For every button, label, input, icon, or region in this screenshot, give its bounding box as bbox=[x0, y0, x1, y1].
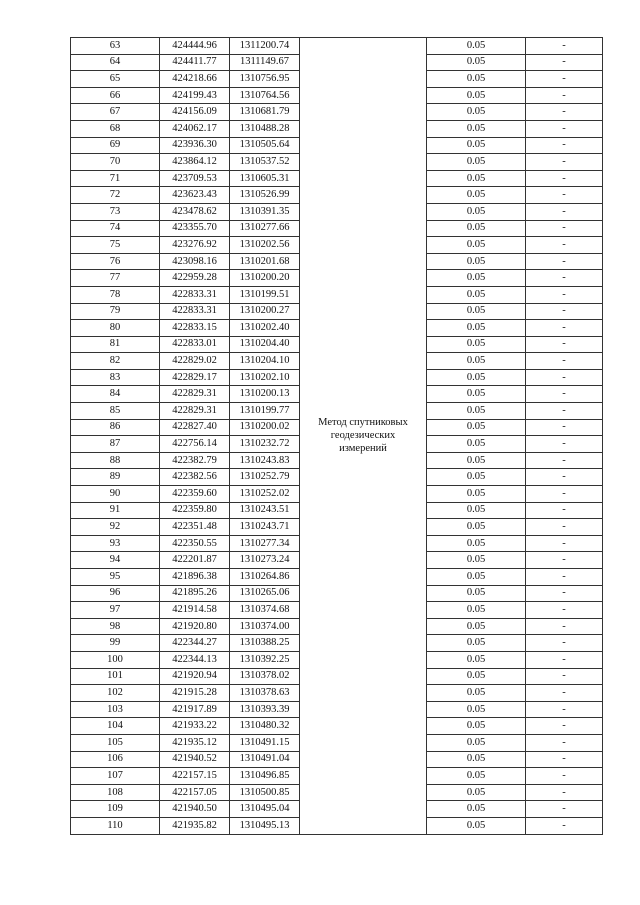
y-coordinate-cell: 1310491.04 bbox=[230, 751, 300, 768]
note-cell: - bbox=[526, 618, 603, 635]
y-coordinate-cell: 1310202.10 bbox=[230, 369, 300, 386]
y-coordinate-cell: 1310605.31 bbox=[230, 170, 300, 187]
accuracy-cell: 0.05 bbox=[427, 817, 526, 834]
x-coordinate-cell: 421920.80 bbox=[160, 618, 230, 635]
x-coordinate-cell: 422344.27 bbox=[160, 635, 230, 652]
point-number-cell: 74 bbox=[71, 220, 160, 237]
accuracy-cell: 0.05 bbox=[427, 469, 526, 486]
x-coordinate-cell: 422833.01 bbox=[160, 336, 230, 353]
x-coordinate-cell: 424411.77 bbox=[160, 54, 230, 71]
accuracy-cell: 0.05 bbox=[427, 651, 526, 668]
y-coordinate-cell: 1310378.63 bbox=[230, 685, 300, 702]
accuracy-cell: 0.05 bbox=[427, 38, 526, 55]
accuracy-cell: 0.05 bbox=[427, 270, 526, 287]
y-coordinate-cell: 1310273.24 bbox=[230, 552, 300, 569]
y-coordinate-cell: 1310393.39 bbox=[230, 701, 300, 718]
y-coordinate-cell: 1311200.74 bbox=[230, 38, 300, 55]
note-cell: - bbox=[526, 54, 603, 71]
x-coordinate-cell: 421895.26 bbox=[160, 585, 230, 602]
y-coordinate-cell: 1310681.79 bbox=[230, 104, 300, 121]
note-cell: - bbox=[526, 137, 603, 154]
point-number-cell: 64 bbox=[71, 54, 160, 71]
accuracy-cell: 0.05 bbox=[427, 436, 526, 453]
point-number-cell: 110 bbox=[71, 817, 160, 834]
accuracy-cell: 0.05 bbox=[427, 369, 526, 386]
point-number-cell: 79 bbox=[71, 303, 160, 320]
point-number-cell: 92 bbox=[71, 519, 160, 536]
x-coordinate-cell: 424156.09 bbox=[160, 104, 230, 121]
y-coordinate-cell: 1310232.72 bbox=[230, 436, 300, 453]
note-cell: - bbox=[526, 685, 603, 702]
note-cell: - bbox=[526, 519, 603, 536]
point-number-cell: 88 bbox=[71, 452, 160, 469]
y-coordinate-cell: 1310505.64 bbox=[230, 137, 300, 154]
note-cell: - bbox=[526, 253, 603, 270]
note-cell: - bbox=[526, 801, 603, 818]
point-number-cell: 84 bbox=[71, 386, 160, 403]
y-coordinate-cell: 1310199.77 bbox=[230, 403, 300, 420]
x-coordinate-cell: 422359.60 bbox=[160, 486, 230, 503]
accuracy-cell: 0.05 bbox=[427, 535, 526, 552]
accuracy-cell: 0.05 bbox=[427, 220, 526, 237]
note-cell: - bbox=[526, 87, 603, 104]
point-number-cell: 100 bbox=[71, 651, 160, 668]
accuracy-cell: 0.05 bbox=[427, 170, 526, 187]
y-coordinate-cell: 1310200.13 bbox=[230, 386, 300, 403]
note-cell: - bbox=[526, 718, 603, 735]
accuracy-cell: 0.05 bbox=[427, 685, 526, 702]
y-coordinate-cell: 1310388.25 bbox=[230, 635, 300, 652]
point-number-cell: 94 bbox=[71, 552, 160, 569]
accuracy-cell: 0.05 bbox=[427, 768, 526, 785]
note-cell: - bbox=[526, 486, 603, 503]
accuracy-cell: 0.05 bbox=[427, 303, 526, 320]
x-coordinate-cell: 423098.16 bbox=[160, 253, 230, 270]
note-cell: - bbox=[526, 552, 603, 569]
y-coordinate-cell: 1310526.99 bbox=[230, 187, 300, 204]
y-coordinate-cell: 1310392.25 bbox=[230, 651, 300, 668]
point-number-cell: 66 bbox=[71, 87, 160, 104]
note-cell: - bbox=[526, 369, 603, 386]
x-coordinate-cell: 423864.12 bbox=[160, 154, 230, 171]
point-number-cell: 80 bbox=[71, 320, 160, 337]
y-coordinate-cell: 1310488.28 bbox=[230, 120, 300, 137]
y-coordinate-cell: 1310243.51 bbox=[230, 502, 300, 519]
x-coordinate-cell: 424444.96 bbox=[160, 38, 230, 55]
method-cell: Метод спутниковых геодезических измерений bbox=[300, 38, 427, 835]
point-number-cell: 70 bbox=[71, 154, 160, 171]
accuracy-cell: 0.05 bbox=[427, 602, 526, 619]
y-coordinate-cell: 1310243.71 bbox=[230, 519, 300, 536]
y-coordinate-cell: 1310500.85 bbox=[230, 784, 300, 801]
point-number-cell: 72 bbox=[71, 187, 160, 204]
y-coordinate-cell: 1310496.85 bbox=[230, 768, 300, 785]
point-number-cell: 96 bbox=[71, 585, 160, 602]
point-number-cell: 97 bbox=[71, 602, 160, 619]
y-coordinate-cell: 1310378.02 bbox=[230, 668, 300, 685]
y-coordinate-cell: 1310204.10 bbox=[230, 353, 300, 370]
x-coordinate-cell: 421915.28 bbox=[160, 685, 230, 702]
point-number-cell: 76 bbox=[71, 253, 160, 270]
x-coordinate-cell: 422351.48 bbox=[160, 519, 230, 536]
point-number-cell: 73 bbox=[71, 203, 160, 220]
x-coordinate-cell: 424062.17 bbox=[160, 120, 230, 137]
y-coordinate-cell: 1310243.83 bbox=[230, 452, 300, 469]
y-coordinate-cell: 1310204.40 bbox=[230, 336, 300, 353]
y-coordinate-cell: 1310265.06 bbox=[230, 585, 300, 602]
note-cell: - bbox=[526, 154, 603, 171]
accuracy-cell: 0.05 bbox=[427, 784, 526, 801]
x-coordinate-cell: 421896.38 bbox=[160, 569, 230, 586]
accuracy-cell: 0.05 bbox=[427, 386, 526, 403]
note-cell: - bbox=[526, 569, 603, 586]
y-coordinate-cell: 1310495.13 bbox=[230, 817, 300, 834]
accuracy-cell: 0.05 bbox=[427, 54, 526, 71]
point-number-cell: 89 bbox=[71, 469, 160, 486]
note-cell: - bbox=[526, 320, 603, 337]
accuracy-cell: 0.05 bbox=[427, 668, 526, 685]
note-cell: - bbox=[526, 602, 603, 619]
point-number-cell: 104 bbox=[71, 718, 160, 735]
x-coordinate-cell: 422827.40 bbox=[160, 419, 230, 436]
x-coordinate-cell: 422359.80 bbox=[160, 502, 230, 519]
point-number-cell: 87 bbox=[71, 436, 160, 453]
accuracy-cell: 0.05 bbox=[427, 187, 526, 204]
note-cell: - bbox=[526, 502, 603, 519]
note-cell: - bbox=[526, 120, 603, 137]
x-coordinate-cell: 422833.31 bbox=[160, 303, 230, 320]
y-coordinate-cell: 1310495.04 bbox=[230, 801, 300, 818]
point-number-cell: 102 bbox=[71, 685, 160, 702]
y-coordinate-cell: 1310202.56 bbox=[230, 237, 300, 254]
y-coordinate-cell: 1310756.95 bbox=[230, 71, 300, 88]
accuracy-cell: 0.05 bbox=[427, 203, 526, 220]
note-cell: - bbox=[526, 436, 603, 453]
accuracy-cell: 0.05 bbox=[427, 635, 526, 652]
note-cell: - bbox=[526, 651, 603, 668]
note-cell: - bbox=[526, 768, 603, 785]
point-number-cell: 95 bbox=[71, 569, 160, 586]
point-number-cell: 93 bbox=[71, 535, 160, 552]
accuracy-cell: 0.05 bbox=[427, 71, 526, 88]
y-coordinate-cell: 1310480.32 bbox=[230, 718, 300, 735]
note-cell: - bbox=[526, 668, 603, 685]
point-number-cell: 101 bbox=[71, 668, 160, 685]
accuracy-cell: 0.05 bbox=[427, 419, 526, 436]
y-coordinate-cell: 1310264.86 bbox=[230, 569, 300, 586]
point-number-cell: 78 bbox=[71, 286, 160, 303]
point-number-cell: 69 bbox=[71, 137, 160, 154]
accuracy-cell: 0.05 bbox=[427, 336, 526, 353]
point-number-cell: 86 bbox=[71, 419, 160, 436]
y-coordinate-cell: 1310200.02 bbox=[230, 419, 300, 436]
x-coordinate-cell: 421940.52 bbox=[160, 751, 230, 768]
point-number-cell: 91 bbox=[71, 502, 160, 519]
note-cell: - bbox=[526, 419, 603, 436]
accuracy-cell: 0.05 bbox=[427, 569, 526, 586]
note-cell: - bbox=[526, 751, 603, 768]
accuracy-cell: 0.05 bbox=[427, 519, 526, 536]
note-cell: - bbox=[526, 104, 603, 121]
y-coordinate-cell: 1310537.52 bbox=[230, 154, 300, 171]
point-number-cell: 103 bbox=[71, 701, 160, 718]
point-number-cell: 109 bbox=[71, 801, 160, 818]
x-coordinate-cell: 422344.13 bbox=[160, 651, 230, 668]
x-coordinate-cell: 422756.14 bbox=[160, 436, 230, 453]
note-cell: - bbox=[526, 701, 603, 718]
note-cell: - bbox=[526, 452, 603, 469]
note-cell: - bbox=[526, 817, 603, 834]
x-coordinate-cell: 424199.43 bbox=[160, 87, 230, 104]
accuracy-cell: 0.05 bbox=[427, 734, 526, 751]
x-coordinate-cell: 422201.87 bbox=[160, 552, 230, 569]
note-cell: - bbox=[526, 187, 603, 204]
note-cell: - bbox=[526, 734, 603, 751]
note-cell: - bbox=[526, 469, 603, 486]
note-cell: - bbox=[526, 220, 603, 237]
note-cell: - bbox=[526, 403, 603, 420]
note-cell: - bbox=[526, 535, 603, 552]
note-cell: - bbox=[526, 585, 603, 602]
accuracy-cell: 0.05 bbox=[427, 552, 526, 569]
y-coordinate-cell: 1310252.02 bbox=[230, 486, 300, 503]
y-coordinate-cell: 1310277.66 bbox=[230, 220, 300, 237]
accuracy-cell: 0.05 bbox=[427, 286, 526, 303]
note-cell: - bbox=[526, 71, 603, 88]
note-cell: - bbox=[526, 203, 603, 220]
x-coordinate-cell: 423276.92 bbox=[160, 237, 230, 254]
x-coordinate-cell: 423623.43 bbox=[160, 187, 230, 204]
x-coordinate-cell: 422829.31 bbox=[160, 386, 230, 403]
x-coordinate-cell: 422382.56 bbox=[160, 469, 230, 486]
coordinates-table bbox=[70, 37, 603, 835]
x-coordinate-cell: 422350.55 bbox=[160, 535, 230, 552]
note-cell: - bbox=[526, 170, 603, 187]
y-coordinate-cell: 1311149.67 bbox=[230, 54, 300, 71]
x-coordinate-cell: 422829.02 bbox=[160, 353, 230, 370]
y-coordinate-cell: 1310201.68 bbox=[230, 253, 300, 270]
x-coordinate-cell: 421933.22 bbox=[160, 718, 230, 735]
point-number-cell: 85 bbox=[71, 403, 160, 420]
x-coordinate-cell: 422157.05 bbox=[160, 784, 230, 801]
point-number-cell: 77 bbox=[71, 270, 160, 287]
point-number-cell: 82 bbox=[71, 353, 160, 370]
accuracy-cell: 0.05 bbox=[427, 154, 526, 171]
x-coordinate-cell: 421917.89 bbox=[160, 701, 230, 718]
note-cell: - bbox=[526, 38, 603, 55]
point-number-cell: 107 bbox=[71, 768, 160, 785]
accuracy-cell: 0.05 bbox=[427, 585, 526, 602]
x-coordinate-cell: 422959.28 bbox=[160, 270, 230, 287]
accuracy-cell: 0.05 bbox=[427, 87, 526, 104]
x-coordinate-cell: 422382.79 bbox=[160, 452, 230, 469]
y-coordinate-cell: 1310764.56 bbox=[230, 87, 300, 104]
point-number-cell: 68 bbox=[71, 120, 160, 137]
x-coordinate-cell: 421914.58 bbox=[160, 602, 230, 619]
accuracy-cell: 0.05 bbox=[427, 320, 526, 337]
x-coordinate-cell: 423709.53 bbox=[160, 170, 230, 187]
y-coordinate-cell: 1310252.79 bbox=[230, 469, 300, 486]
accuracy-cell: 0.05 bbox=[427, 701, 526, 718]
y-coordinate-cell: 1310374.00 bbox=[230, 618, 300, 635]
coordinates-table-body bbox=[71, 38, 603, 835]
point-number-cell: 99 bbox=[71, 635, 160, 652]
point-number-cell: 63 bbox=[71, 38, 160, 55]
x-coordinate-cell: 422833.15 bbox=[160, 320, 230, 337]
point-number-cell: 75 bbox=[71, 237, 160, 254]
accuracy-cell: 0.05 bbox=[427, 120, 526, 137]
accuracy-cell: 0.05 bbox=[427, 104, 526, 121]
x-coordinate-cell: 422829.17 bbox=[160, 369, 230, 386]
x-coordinate-cell: 423355.70 bbox=[160, 220, 230, 237]
accuracy-cell: 0.05 bbox=[427, 137, 526, 154]
note-cell: - bbox=[526, 353, 603, 370]
y-coordinate-cell: 1310391.35 bbox=[230, 203, 300, 220]
point-number-cell: 108 bbox=[71, 784, 160, 801]
point-number-cell: 81 bbox=[71, 336, 160, 353]
y-coordinate-cell: 1310374.68 bbox=[230, 602, 300, 619]
point-number-cell: 90 bbox=[71, 486, 160, 503]
y-coordinate-cell: 1310199.51 bbox=[230, 286, 300, 303]
note-cell: - bbox=[526, 336, 603, 353]
accuracy-cell: 0.05 bbox=[427, 718, 526, 735]
note-cell: - bbox=[526, 386, 603, 403]
accuracy-cell: 0.05 bbox=[427, 502, 526, 519]
y-coordinate-cell: 1310200.27 bbox=[230, 303, 300, 320]
note-cell: - bbox=[526, 237, 603, 254]
point-number-cell: 67 bbox=[71, 104, 160, 121]
point-number-cell: 106 bbox=[71, 751, 160, 768]
x-coordinate-cell: 421935.12 bbox=[160, 734, 230, 751]
x-coordinate-cell: 421940.50 bbox=[160, 801, 230, 818]
note-cell: - bbox=[526, 270, 603, 287]
y-coordinate-cell: 1310277.34 bbox=[230, 535, 300, 552]
accuracy-cell: 0.05 bbox=[427, 237, 526, 254]
y-coordinate-cell: 1310200.20 bbox=[230, 270, 300, 287]
accuracy-cell: 0.05 bbox=[427, 353, 526, 370]
point-number-cell: 83 bbox=[71, 369, 160, 386]
y-coordinate-cell: 1310491.15 bbox=[230, 734, 300, 751]
x-coordinate-cell: 421935.82 bbox=[160, 817, 230, 834]
x-coordinate-cell: 423478.62 bbox=[160, 203, 230, 220]
x-coordinate-cell: 422829.31 bbox=[160, 403, 230, 420]
point-number-cell: 71 bbox=[71, 170, 160, 187]
x-coordinate-cell: 424218.66 bbox=[160, 71, 230, 88]
accuracy-cell: 0.05 bbox=[427, 751, 526, 768]
note-cell: - bbox=[526, 286, 603, 303]
accuracy-cell: 0.05 bbox=[427, 618, 526, 635]
note-cell: - bbox=[526, 784, 603, 801]
point-number-cell: 65 bbox=[71, 71, 160, 88]
table-row bbox=[71, 38, 603, 55]
accuracy-cell: 0.05 bbox=[427, 253, 526, 270]
accuracy-cell: 0.05 bbox=[427, 403, 526, 420]
note-cell: - bbox=[526, 635, 603, 652]
y-coordinate-cell: 1310202.40 bbox=[230, 320, 300, 337]
x-coordinate-cell: 423936.30 bbox=[160, 137, 230, 154]
x-coordinate-cell: 421920.94 bbox=[160, 668, 230, 685]
note-cell: - bbox=[526, 303, 603, 320]
x-coordinate-cell: 422157.15 bbox=[160, 768, 230, 785]
point-number-cell: 98 bbox=[71, 618, 160, 635]
point-number-cell: 105 bbox=[71, 734, 160, 751]
x-coordinate-cell: 422833.31 bbox=[160, 286, 230, 303]
accuracy-cell: 0.05 bbox=[427, 452, 526, 469]
accuracy-cell: 0.05 bbox=[427, 801, 526, 818]
accuracy-cell: 0.05 bbox=[427, 486, 526, 503]
